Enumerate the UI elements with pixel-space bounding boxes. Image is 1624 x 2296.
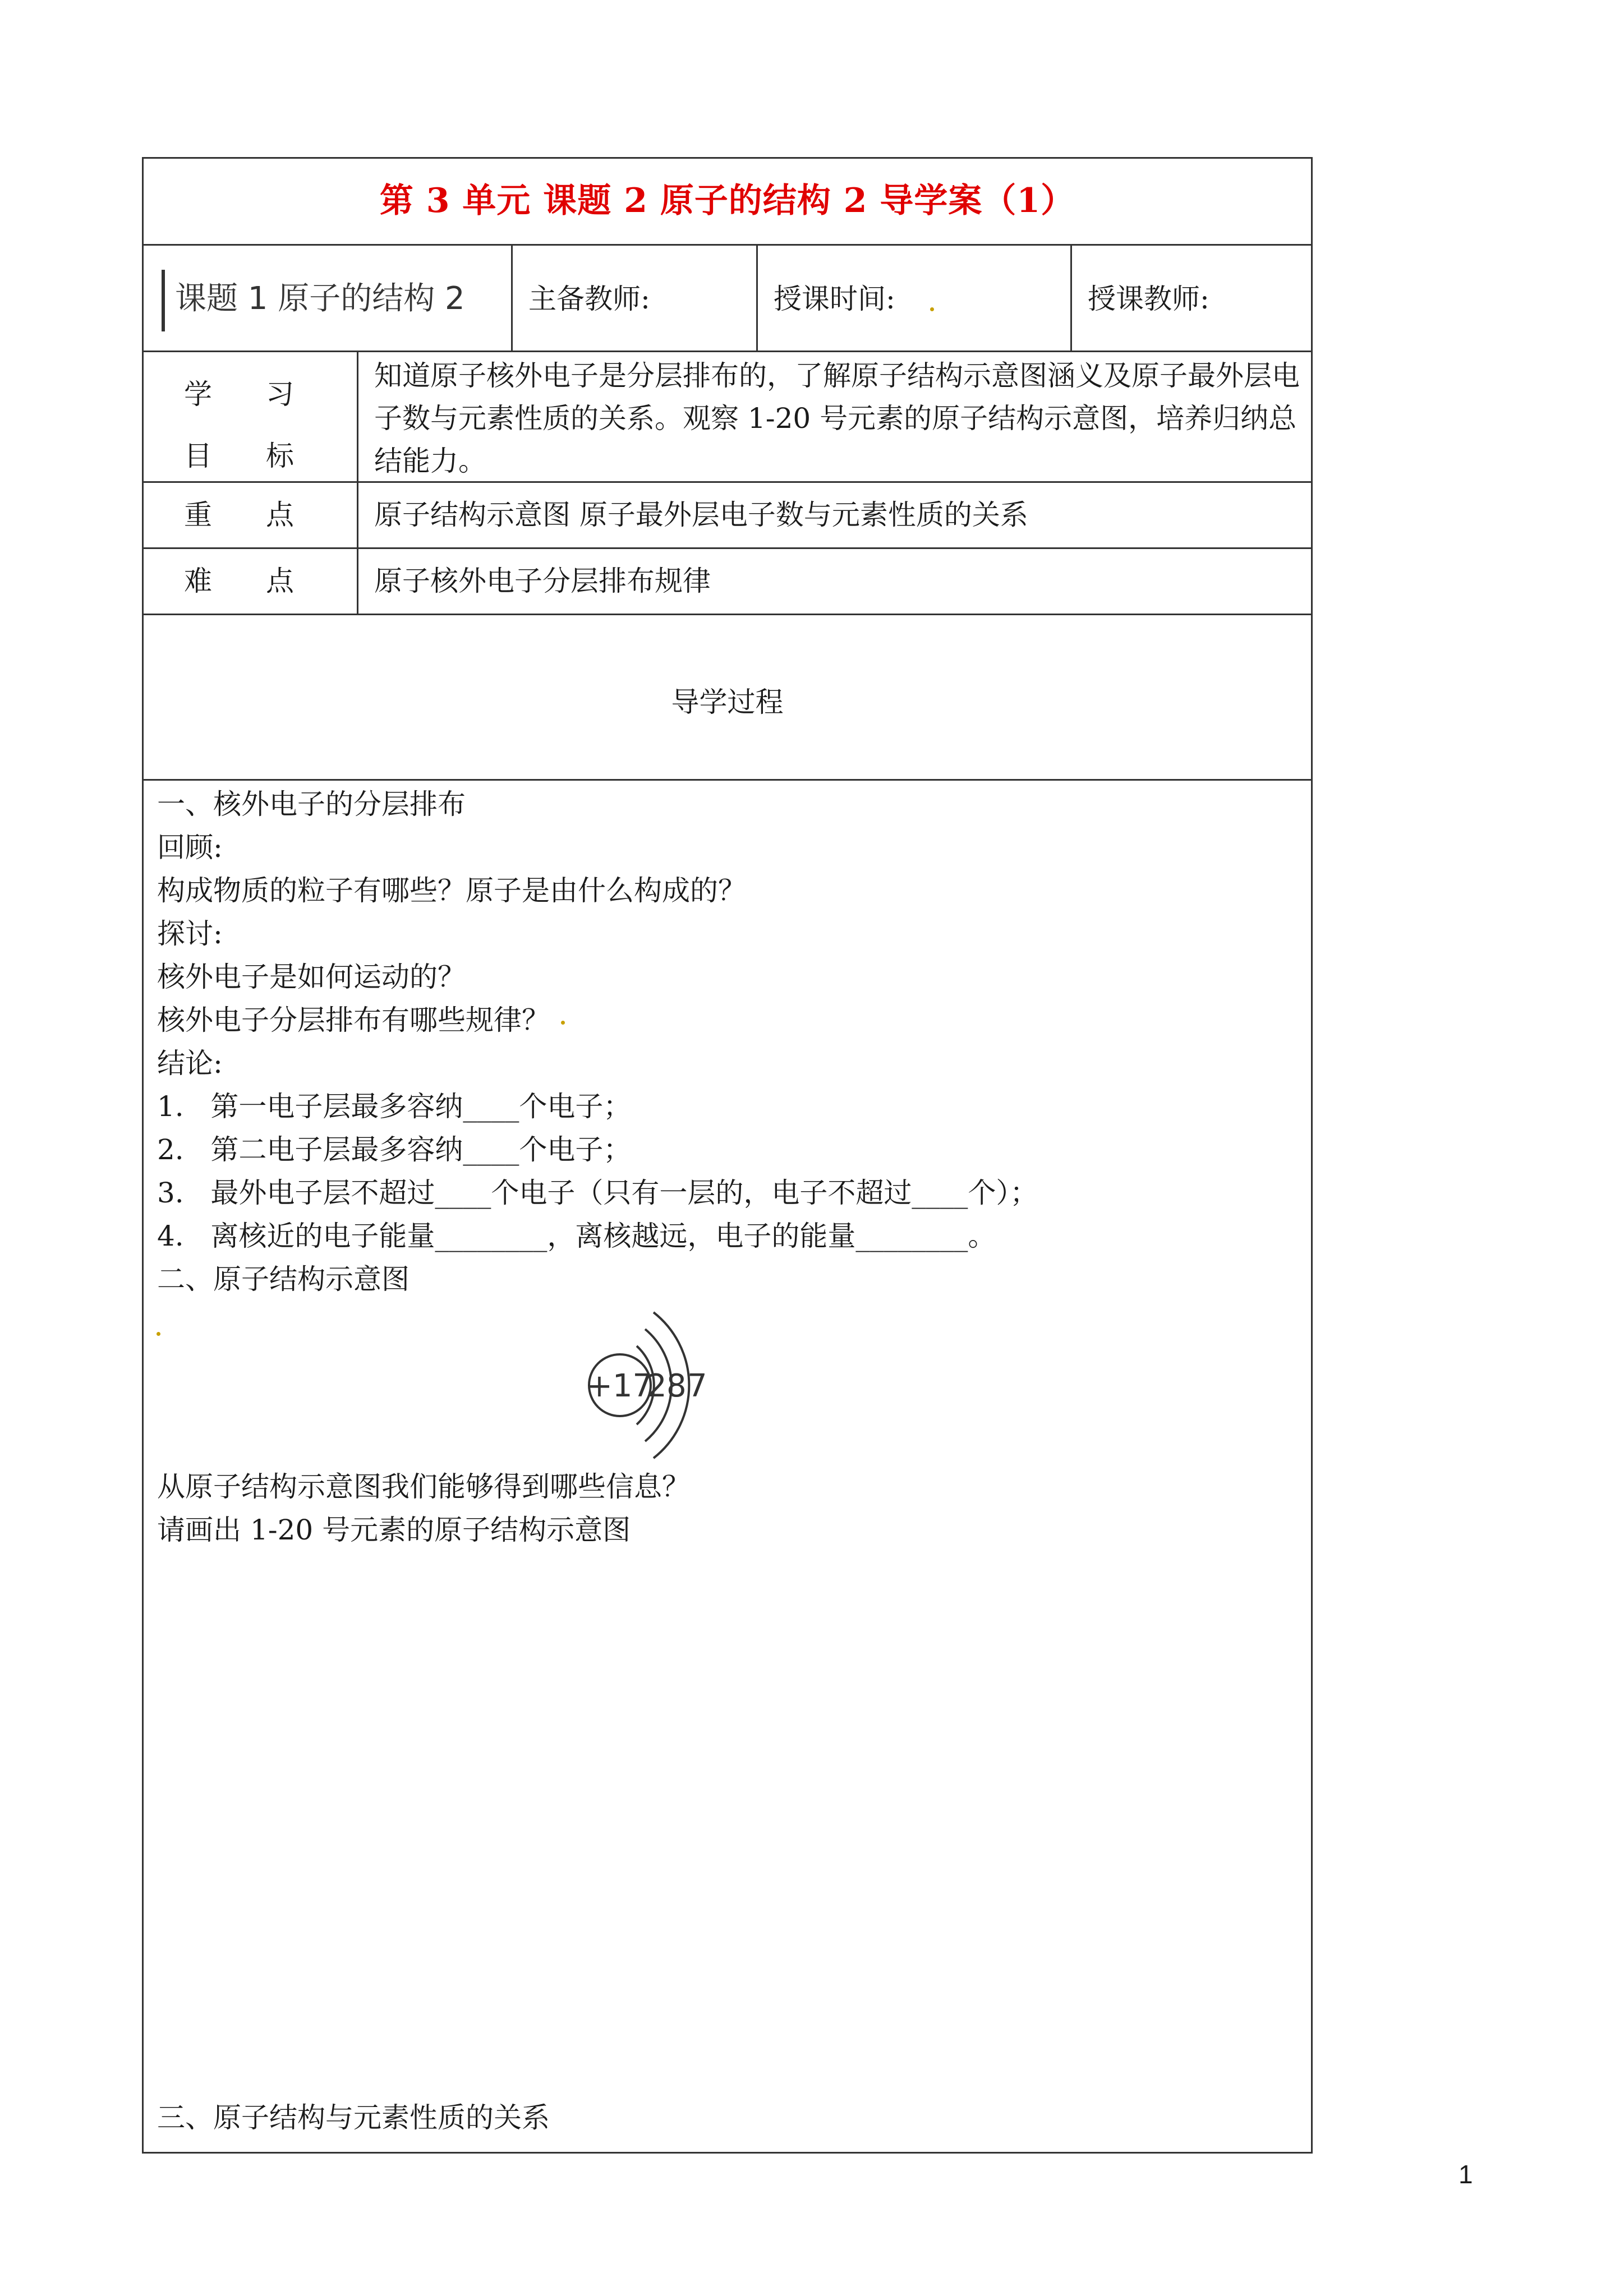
stray-dot — [930, 307, 934, 311]
process-heading: 导学过程 — [671, 686, 784, 718]
info-row — [144, 246, 1311, 352]
objectives-label-line1: 学 习 — [184, 378, 316, 411]
course-label-text: 课题 1 原子的结构 2 — [175, 280, 465, 317]
shell-3-count: 7 — [687, 1368, 707, 1404]
worksheet-table — [142, 157, 1313, 2154]
question-draw: 请画出 1-20 号元素的原子结构示意图 — [157, 1514, 631, 1546]
stray-dot — [561, 1021, 565, 1025]
section-3-title: 三、原子结构与元素性质的关系 — [157, 2101, 550, 2134]
shell-2-count: 8 — [666, 1368, 687, 1404]
discuss-question-2: 核外电子分层排布有哪些规律？ — [157, 1004, 550, 1036]
conclusion-2: 2. 第二电子层最多容纳____个电子； — [157, 1133, 632, 1166]
review-question: 构成物质的粒子有哪些？原子是由什么构成的？ — [157, 874, 746, 907]
section-1-title: 一、核外电子的分层排布 — [157, 788, 466, 820]
objectives-row — [144, 352, 1311, 483]
key-points-text: 原子结构示意图 原子最外层电子数与元素性质的关系 — [357, 483, 1311, 547]
question-info: 从原子结构示意图我们能够得到哪些信息？ — [157, 1470, 690, 1503]
difficulties-label: 难 点 — [184, 565, 316, 597]
teaching-time-label: 授课时间: — [774, 283, 895, 315]
key-points-label: 重 点 — [184, 499, 316, 531]
key-points-row — [144, 483, 1311, 549]
conclusion-1: 1. 第一电子层最多容纳____个电子； — [157, 1090, 632, 1123]
nucleus-charge: +17 — [586, 1368, 653, 1404]
title-row — [144, 159, 1311, 246]
discuss-label: 探讨: — [157, 918, 223, 950]
process-heading-row — [144, 615, 1311, 781]
course-label-image — [144, 246, 511, 351]
page-title: 第 3 单元 课题 2 原子的结构 2 导学案（1） — [379, 181, 1075, 220]
objectives-label — [144, 352, 357, 481]
lead-teacher-cell: 主备教师: — [511, 246, 756, 351]
post-diagram-text — [157, 1465, 690, 1552]
teaching-time-cell — [756, 246, 1070, 351]
course-label-bar — [162, 270, 165, 331]
chlorine-atom-diagram — [581, 1307, 726, 1469]
section-3-block — [157, 2096, 550, 2140]
objectives-label-line2: 目 标 — [184, 440, 316, 472]
discuss-question-1: 核外电子是如何运动的？ — [157, 961, 466, 993]
objectives-text: 知道原子核外电子是分层排布的，了解原子结构示意图涵义及原子最外层电子数与元素性质的关系。观察 1-20 号元素的原子结构示意图，培养归纳总结能力。 — [357, 352, 1311, 481]
review-label: 回顾: — [157, 831, 223, 864]
difficulties-row — [144, 549, 1311, 615]
section-2-title: 二、原子结构示意图 — [157, 1263, 410, 1295]
shell-1-count: 2 — [647, 1368, 667, 1404]
page-number: 1 — [1459, 2160, 1473, 2189]
teacher-cell: 授课教师: — [1070, 246, 1311, 351]
guided-learning-body — [157, 783, 1038, 1301]
difficulties-text: 原子核外电子分层排布规律 — [357, 549, 1311, 614]
conclusion-4: 4. 离核近的电子能量________，离核越远，电子的能量________。 — [157, 1220, 996, 1252]
stray-dot — [157, 1332, 160, 1336]
conclusion-3: 3. 最外电子层不超过____个电子（只有一层的，电子不超过____个）； — [157, 1177, 1038, 1209]
conclusion-label: 结论: — [157, 1047, 223, 1080]
